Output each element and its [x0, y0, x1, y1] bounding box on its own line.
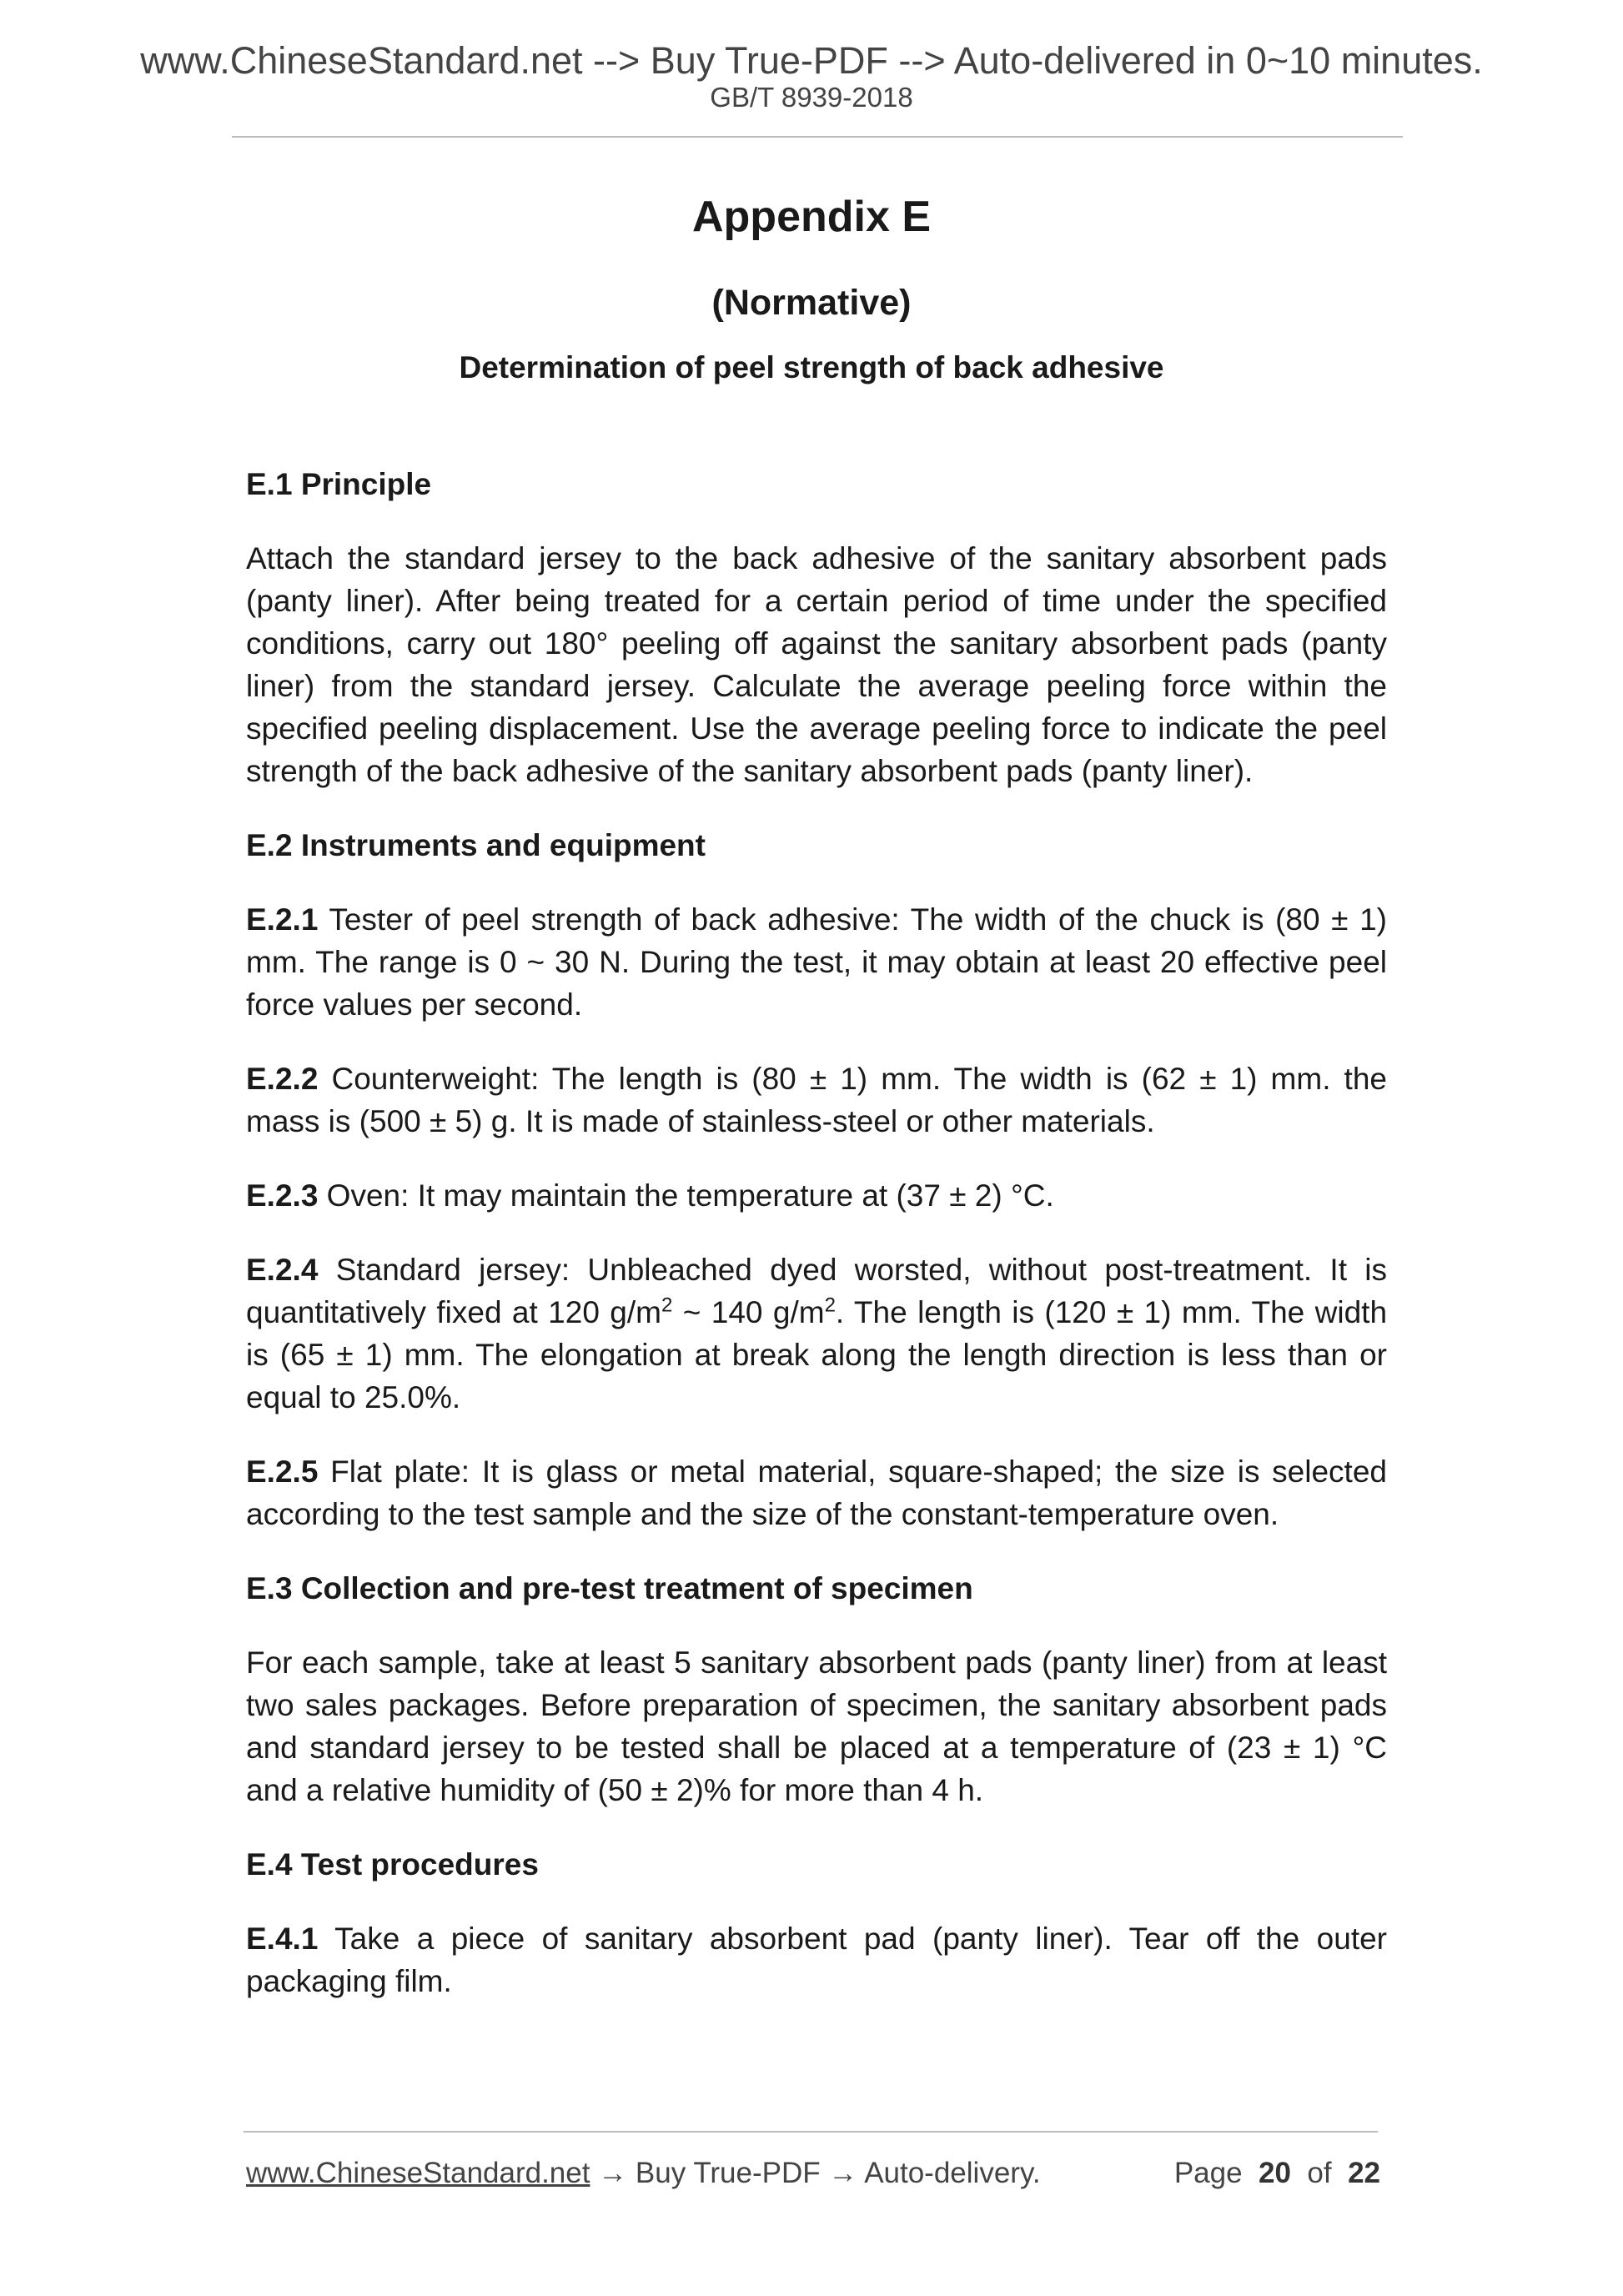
- clause-number: E.2.1: [246, 902, 319, 937]
- clause-number: E.2.5: [246, 1454, 319, 1489]
- clause-text: Tester of peel strength of back adhesive: The width of the chuck is (80 ± 1) mm. The range is 0 ~ 30 N. During the test, it may obtain at least 20 effective peel force values per second.: [246, 902, 1387, 1022]
- section-heading-e1: E.1 Principle: [246, 467, 432, 501]
- page-number: 20: [1259, 2157, 1291, 2189]
- clause-e2-4: [246, 1248, 1387, 1419]
- page-footer: [246, 2158, 1380, 2188]
- clause-text: Take a piece of sanitary absorbent pad (panty liner). Tear off the outer packaging film.: [246, 1922, 1387, 1998]
- section-heading-e3: E.3 Collection and pre-test treatment of specimen: [246, 1571, 973, 1605]
- footer-buy-text: Buy True-PDF: [635, 2157, 821, 2189]
- page-total: 22: [1348, 2157, 1380, 2189]
- clause-e2-3: [246, 1174, 1387, 1217]
- footer-site-link[interactable]: www.ChineseStandard.net: [246, 2157, 590, 2189]
- header-divider: [232, 136, 1403, 138]
- header-banner: www.ChineseStandard.net --> Buy True-PDF --> Auto-delivered in 0~10 minutes.: [140, 39, 1483, 82]
- clause-number: E.2.3: [246, 1178, 319, 1213]
- arrow-icon: →: [820, 2157, 865, 2189]
- clause-e2-2: [246, 1058, 1387, 1143]
- of-label: of: [1307, 2157, 1332, 2189]
- page-label: Page: [1173, 2157, 1243, 2189]
- section-text-e3: For each sample, take at least 5 sanitary absorbent pads (panty liner) from at least two sales packages. Before preparation of specimen, the sanitary absorbent pads and standard jersey to be tested shall be placed at a temperature of (23 ± 1) °C and a relative humidity of (50 ± 2)% for more than 4 h.: [246, 1645, 1387, 1807]
- superscript: 2: [824, 1294, 836, 1317]
- appendix-subject: Determination of peel strength of back adhesive: [459, 350, 1164, 384]
- document-code: GB/T 8939-2018: [710, 82, 913, 113]
- appendix-normative: (Normative): [711, 283, 912, 323]
- clause-text: Standard jersey: Unbleached dyed worsted, without post-treatment. It is quantitatively fixed at 120 g/m: [246, 1253, 1387, 1329]
- clause-number: E.2.4: [246, 1253, 319, 1287]
- clause-e2-5: [246, 1450, 1387, 1535]
- page-indicator: [1174, 2158, 1380, 2188]
- section-heading-e4: E.4 Test procedures: [246, 1847, 539, 1882]
- clause-text: Flat plate: It is glass or metal material, square-shaped; the size is selected according to the test sample and the size of the constant-temperature oven.: [246, 1454, 1387, 1531]
- footer-delivery-text: Auto-delivery.: [864, 2157, 1041, 2189]
- clause-e4-1: [246, 1917, 1387, 2002]
- superscript: 2: [661, 1294, 673, 1317]
- arrow-icon: →: [590, 2157, 636, 2189]
- clause-e2-1: [246, 898, 1387, 1026]
- document-body: [246, 463, 1387, 2034]
- clause-text: . The length is (120 ± 1) mm. The width is (65 ± 1) mm. The elongation at break along the length direction is less than or equal to 25.0%.: [246, 1295, 1388, 1414]
- appendix-title: Appendix E: [691, 193, 932, 241]
- section-text-e1: Attach the standard jersey to the back adhesive of the sanitary absorbent pads (panty liner). After being treated for a certain period of time under the specified conditions, carry out 180° peeling off against the sanitary absorbent pads (panty liner) from the standard jersey. Calculate the average peeling force within the specified peeling displacement. Use the average peeling force to indicate the peel strength of the back adhesive of the sanitary absorbent pads (panty liner).: [246, 541, 1387, 788]
- footer-divider: [244, 2131, 1378, 2133]
- clause-text: Counterweight: The length is (80 ± 1) mm. The width is (62 ± 1) mm. the mass is (500 ± 5) g. It is made of stainless-steel or other materials.: [246, 1062, 1387, 1138]
- section-heading-e2: E.2 Instruments and equipment: [246, 828, 706, 862]
- clause-number: E.2.2: [246, 1062, 319, 1096]
- clause-text: ~ 140 g/m: [672, 1295, 825, 1329]
- clause-text: Oven: It may maintain the temperature at (37 ± 2) °C.: [318, 1178, 1054, 1213]
- clause-number: E.4.1: [246, 1922, 319, 1956]
